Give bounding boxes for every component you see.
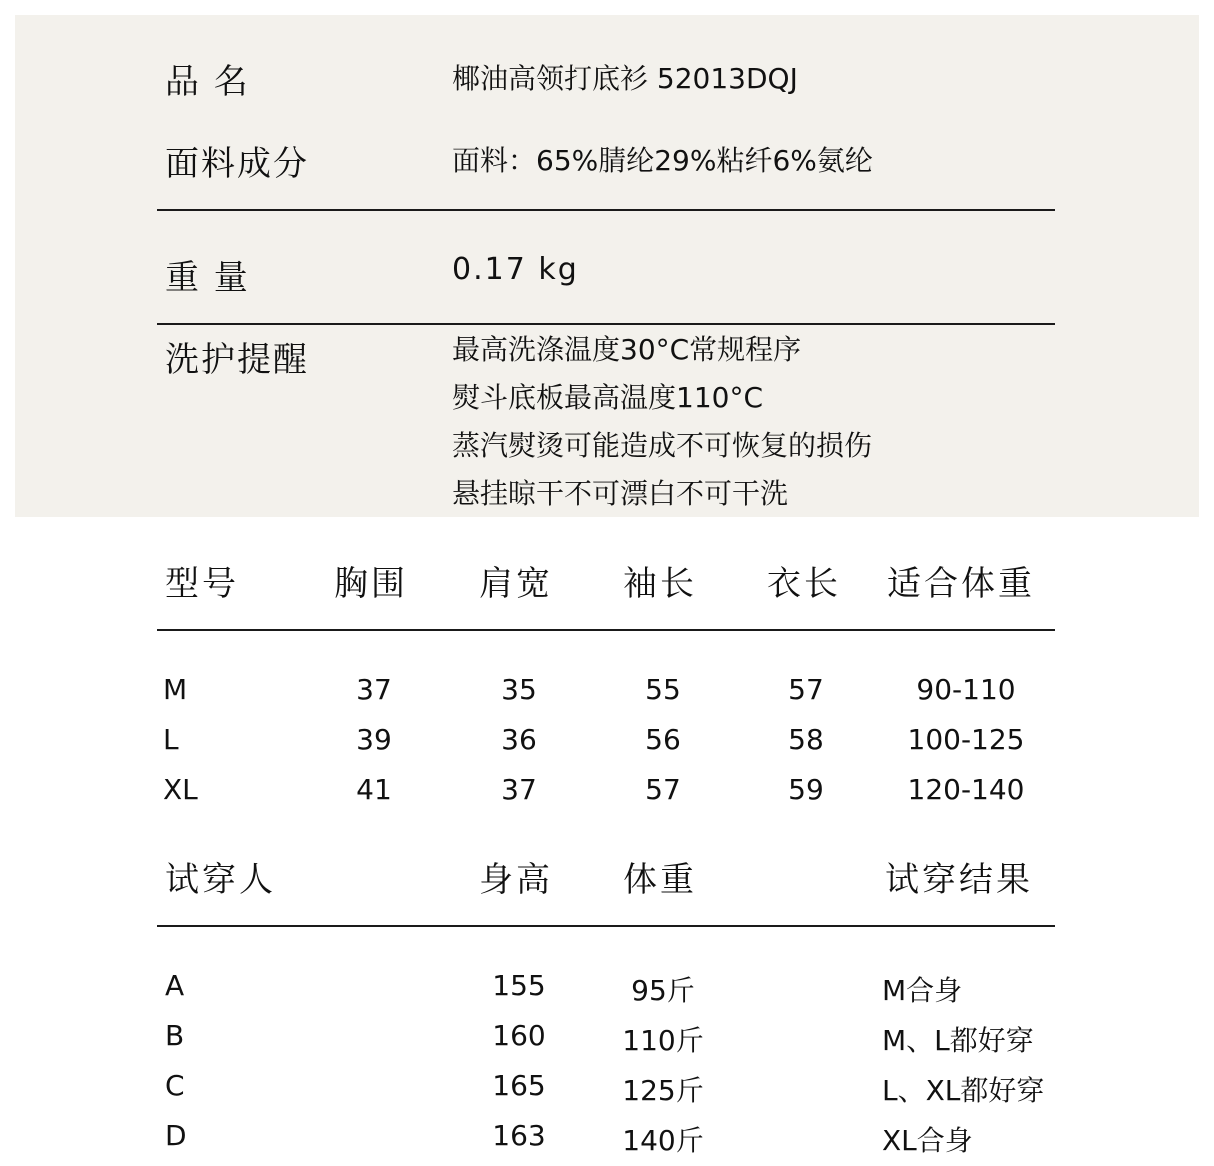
fabric-value: 面料：65%腈纶29%粘纤6%氨纶 [452, 144, 873, 177]
size-cell: 90-110 [916, 673, 1016, 706]
size-header-chest: 胸围 [334, 564, 408, 604]
fit-cell: 155 [492, 969, 546, 1002]
fit-cell: 160 [492, 1019, 546, 1052]
care-line: 熨斗底板最高温度110°C [452, 381, 763, 414]
fit-cell: C [165, 1069, 185, 1102]
fabric-label: 面料成分 [165, 144, 309, 184]
fit-cell: L、XL都好穿 [882, 1074, 1045, 1107]
fit-cell: B [165, 1019, 185, 1052]
size-cell: 35 [501, 673, 537, 706]
fit-cell: 110斤 [622, 1024, 704, 1057]
size-cell: 120-140 [907, 773, 1025, 806]
product-name-label: 品 名 [165, 62, 250, 102]
size-cell: 57 [645, 773, 681, 806]
size-cell: 59 [788, 773, 824, 806]
care-line: 蒸汽熨烫可能造成不可恢复的损伤 [452, 429, 873, 462]
size-cell: 39 [356, 723, 392, 756]
size-cell: 36 [501, 723, 537, 756]
weight-value: 0.17 kg [452, 252, 579, 287]
size-cell: M [163, 673, 188, 706]
fit-cell: M、L都好穿 [882, 1024, 1034, 1057]
size-header-model: 型号 [165, 564, 239, 604]
fit-cell: 140斤 [622, 1124, 704, 1157]
fit-cell: XL合身 [882, 1124, 973, 1157]
fit-header-result: 试穿结果 [885, 860, 1033, 900]
size-cell: 41 [356, 773, 392, 806]
product-name-value: 椰油高领打底衫 52013DQJ [452, 62, 798, 95]
size-cell: 56 [645, 723, 681, 756]
divider [157, 323, 1055, 325]
fit-cell: 125斤 [622, 1074, 704, 1107]
divider [157, 629, 1055, 631]
divider [157, 209, 1055, 211]
size-header-length: 衣长 [767, 564, 841, 604]
care-label: 洗护提醒 [165, 340, 309, 380]
fit-cell: 163 [492, 1119, 546, 1152]
size-cell: 37 [501, 773, 537, 806]
fit-cell: 165 [492, 1069, 546, 1102]
size-cell: 100-125 [907, 723, 1025, 756]
care-line: 悬挂晾干不可漂白不可干洗 [452, 477, 789, 510]
size-cell: 55 [645, 673, 681, 706]
fit-header-height: 身高 [479, 860, 553, 900]
size-cell: L [163, 723, 179, 756]
weight-label: 重 量 [165, 258, 250, 298]
size-cell: 58 [788, 723, 824, 756]
size-cell: XL [163, 773, 198, 806]
size-header-shoulder: 肩宽 [479, 564, 553, 604]
fit-cell: A [165, 969, 185, 1002]
care-instructions [452, 326, 872, 518]
fit-header-tester: 试穿人 [165, 860, 276, 900]
size-header-sleeve: 袖长 [623, 564, 697, 604]
divider [157, 925, 1055, 927]
size-cell: 57 [788, 673, 824, 706]
fit-cell: M合身 [882, 974, 963, 1007]
fit-cell: D [165, 1119, 187, 1152]
care-line: 最高洗涤温度30°C常规程序 [452, 333, 802, 366]
fit-header-weight: 体重 [623, 860, 697, 900]
fit-cell: 95斤 [631, 974, 695, 1007]
size-header-weight-range: 适合体重 [887, 564, 1035, 604]
size-cell: 37 [356, 673, 392, 706]
